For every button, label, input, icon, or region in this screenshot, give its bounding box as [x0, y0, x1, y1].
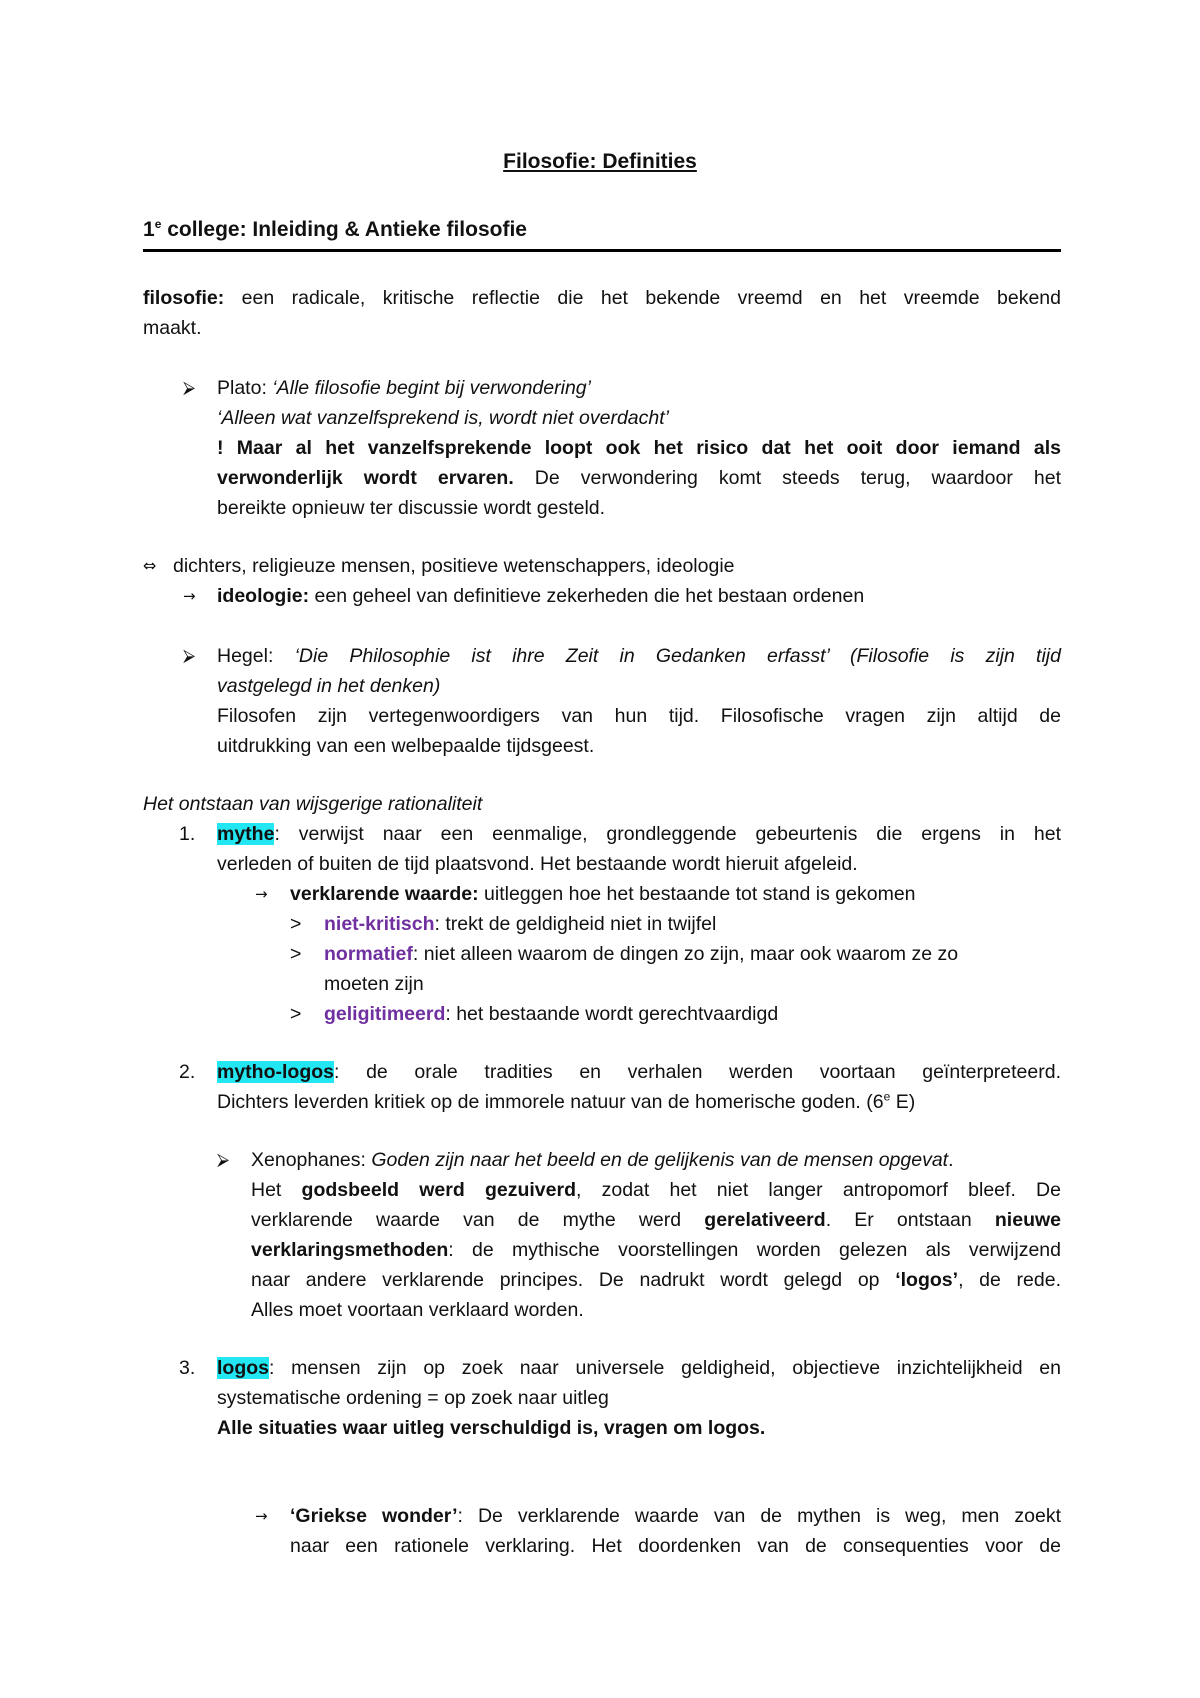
page-title: Filosofie: Definities [503, 150, 697, 173]
plato-note-3: bereikte opnieuw ter discussie wordt gesteld. [217, 497, 606, 519]
term-griekse-wonder: ‘Griekse wonder’ [290, 1505, 458, 1527]
term-filosofie: filosofie: [143, 287, 225, 309]
plato-quote-1: ‘Alle filosofie begint bij verwondering’ [272, 377, 591, 399]
arrowhead-bullet-icon: ⮚ [217, 1150, 230, 1170]
left-right-arrow-icon: ⇔ [143, 556, 157, 575]
hegel-quote-1: ‘Die Philosophie ist ihre Zeit in Gedanken erfasst’ (Filosofie is zijn tijd [294, 645, 1061, 667]
item-logos-2: systematische ordening = op zoek naar uitleg [217, 1387, 609, 1409]
chevron-bullet-icon: > [290, 913, 302, 935]
section-rule [143, 249, 1061, 252]
xeno-line-1: Het godsbeeld werd gezuiverd, zodat het niet langer antropomorf bleef. De [251, 1179, 1061, 1201]
list-number: 3. [179, 1357, 196, 1379]
griekse-wonder: ‘Griekse wonder’: De verklarende waarde van de mythen is weg, men zoekt [290, 1505, 1061, 1527]
list-number: 2. [179, 1061, 196, 1083]
section-ordinal: e [154, 217, 162, 231]
definition-filosofie [143, 284, 1061, 312]
bullet-geligitimeerd: geligitimeerd: het bestaande wordt gerechtvaardigd [324, 1003, 779, 1025]
chevron-bullet-icon: > [290, 1003, 302, 1025]
contrast-list: dichters, religieuze mensen, positieve wetenschappers, ideologie [173, 555, 735, 577]
xeno-line-4: naar andere verklarende principes. De nadrukt wordt gelegd op ‘logos’, de rede. [251, 1269, 1061, 1291]
bullet-normatief-cont: moeten zijn [324, 973, 424, 995]
section-heading [143, 216, 527, 244]
hegel-note: Filosofen zijn vertegenwoordigers van hun tijd. Filosofische vragen zijn altijd de [217, 705, 1061, 727]
plato-quote-2: ‘Alleen wat vanzelfsprekend is, wordt niet overdacht’ [217, 407, 669, 429]
mythe-def: verwijst naar een eenmalige, grondleggende gebeurtenis die ergens in het [279, 823, 1061, 845]
right-arrow-icon: → [183, 587, 196, 605]
plato-note: ! Maar al het vanzelfsprekende loopt ook het risico dat het ooit door iemand als [217, 437, 1061, 459]
arrowhead-bullet-icon: ⮚ [183, 378, 196, 398]
ideologie-def: een geheel van definitieve zekerheden die het bestaan ordenen [309, 585, 865, 607]
chevron-bullet-icon: > [290, 943, 302, 965]
plato-note-2 [217, 464, 1061, 492]
section-title: college: Inleiding & Antieke filosofie [161, 218, 527, 241]
hegel-quote-2: vastgelegd in het denken) [217, 675, 441, 697]
item-mythe-2: verleden of buiten de tijd plaatsvond. Het bestaande wordt hieruit afgeleid. [217, 853, 858, 875]
logos-def: mensen zijn op zoek naar universele geldigheid, objectieve inzichtelijkheid en [274, 1357, 1061, 1379]
plato-name: Plato: [217, 377, 273, 399]
xenophanes-quote-text: Goden zijn naar het beeld en de gelijkenis van de mensen opgevat [371, 1149, 949, 1171]
plato-emphasis: verwonderlijk wordt ervaren. [217, 467, 514, 489]
item-logos-3: Alle situaties waar uitleg verschuldigd is, vragen om logos. [217, 1417, 766, 1439]
definition-text: een radicale, kritische reflectie die het bekende vreemd en het vreemde bekend [224, 287, 1061, 309]
arrowhead-bullet-icon: ⮚ [183, 646, 196, 666]
verklarende-waarde: verklarende waarde: uitleggen hoe het bestaande tot stand is gekomen [290, 883, 916, 905]
plato-note-text: De verwondering komt steeds terug, waardoor het [513, 467, 1061, 489]
xenophanes-quote: Xenophanes: Goden zijn naar het beeld en de gelijkenis van de mensen opgevat. [251, 1149, 954, 1171]
term-ideologie: ideologie: [217, 585, 310, 607]
right-arrow-icon: → [255, 1507, 268, 1525]
xenophanes-name: Xenophanes: [251, 1149, 372, 1171]
xeno-line-3: verklaringsmethoden: de mythische voorstellingen worden gelezen als verwijzend [251, 1239, 1061, 1261]
item-logos: logos: mensen zijn op zoek naar universele geldigheid, objectieve inzichtelijkheid en [217, 1357, 1061, 1379]
hegel-note-2: uitdrukking van een welbepaalde tijdsgeest. [217, 735, 595, 757]
item-mytho-logos-2: Dichters leverden kritiek op de immorele natuur van de homerische goden. (6e E) [217, 1089, 916, 1113]
item-mytho-logos: mytho-logos: de orale tradities en verhalen werden voortaan geïnterpreteerd. [217, 1061, 1061, 1083]
list-number: 1. [179, 823, 196, 845]
xeno-line-5: Alles moet voortaan verklaard worden. [251, 1299, 584, 1321]
term-mythe: mythe [217, 823, 275, 845]
right-arrow-icon: → [255, 885, 268, 903]
definition-ideologie [217, 582, 864, 610]
term-mytho-logos: mytho-logos [217, 1061, 334, 1083]
term-logos: logos [217, 1357, 269, 1379]
term-normatief: normatief [324, 943, 413, 965]
definition-continuation: maakt. [143, 317, 202, 339]
bullet-niet-kritisch: niet-kritisch: trekt de geldigheid niet in twijfel [324, 913, 717, 935]
griekse-wonder-2: naar een rationele verklaring. Het doordenken van de consequenties voor de [290, 1535, 1061, 1557]
hegel-name: Hegel: [217, 645, 295, 667]
plato-quote [217, 374, 591, 402]
term-geligitimeerd: geligitimeerd [324, 1003, 446, 1025]
item-mythe: mythe: verwijst naar een eenmalige, grondleggende gebeurtenis die ergens in het [217, 823, 1061, 845]
section-number: 1 [143, 218, 155, 241]
term-verklarende-waarde: verklarende waarde: [290, 883, 479, 905]
subheading: Het ontstaan van wijsgerige rationaliteit [143, 793, 483, 815]
mytho-logos-def: de orale tradities en verhalen werden voortaan geïnterpreteerd. [339, 1061, 1061, 1083]
hegel-quote [217, 642, 1061, 670]
xeno-line-2: verklarende waarde van de mythe werd gerelativeerd. Er ontstaan nieuwe [251, 1209, 1061, 1231]
term-niet-kritisch: niet-kritisch [324, 913, 435, 935]
bullet-normatief: normatief: niet alleen waarom de dingen zo zijn, maar ook waarom ze zo [324, 943, 959, 965]
